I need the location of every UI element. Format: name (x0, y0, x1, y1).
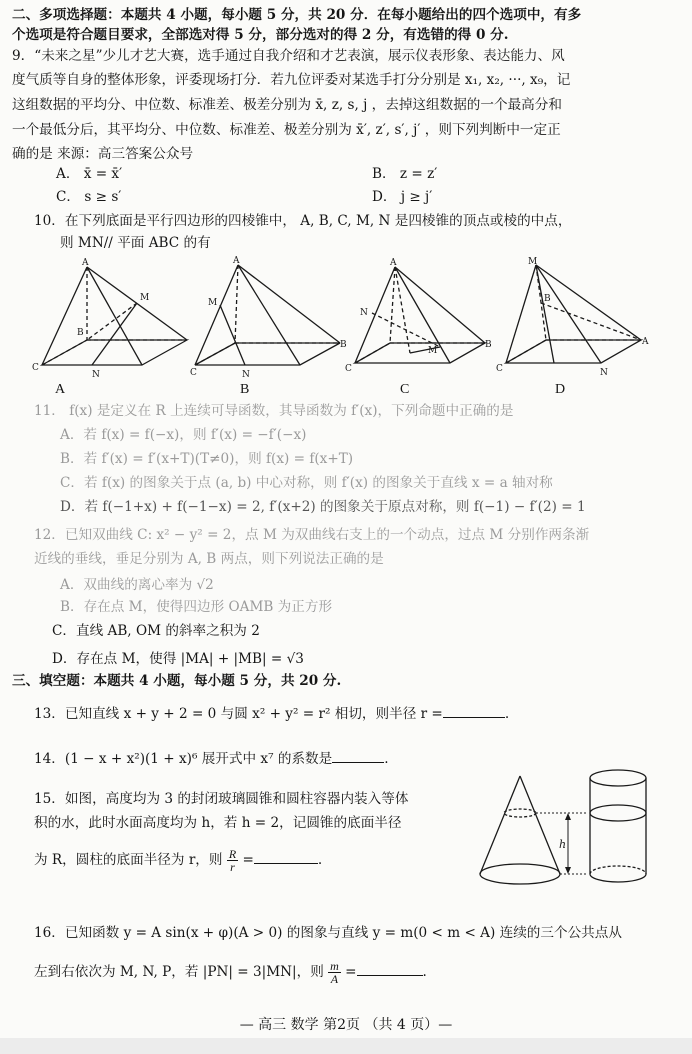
pyramid-figure-a (32, 255, 192, 380)
q15-fraction (227, 848, 238, 873)
q16-fraction (328, 960, 341, 985)
bottom-strip (0, 1038, 692, 1054)
q15-figure-h-label: h (559, 838, 567, 851)
q14-end: . (384, 751, 389, 767)
q9-line3: 这组数据的平均分、中位数、标准差、极差分别为 x̄, z, s, j ，去掉这组数据的一个最高分和 (12, 97, 562, 113)
q15-line3-post: = (242, 852, 254, 868)
q9-line5: 确的是 来源：高三答案公众号 (12, 146, 194, 162)
svg-text:B: B (544, 294, 551, 304)
svg-text:M: M (208, 298, 218, 308)
q15-line2: 积的水，此时水面高度均为 h，若 h = 2，记圆锥的底面半径 (34, 815, 402, 831)
q11-option-d: D．若 f(−1+x) + f(−1−x) = 2, f′(x+2) 的图象关于原点对称，则 f(−1) − f′(2) = 1 (60, 499, 586, 515)
page-footer: — 高三 数学 第2页 （共 4 页）— (239, 1017, 453, 1033)
q9-option-b: B． z = z′ (372, 166, 438, 182)
pyramid-caption-b: B (240, 382, 250, 397)
svg-text:A: A (233, 256, 240, 266)
section3-header: 三、填空题：本题共 4 小题，每小题 5 分，共 20 分. (12, 673, 342, 689)
svg-text:C: C (190, 368, 197, 378)
q15-end: . (317, 852, 323, 868)
svg-text:C: C (32, 363, 39, 373)
q13-end: . (504, 706, 510, 722)
svg-text:N: N (360, 308, 368, 318)
q10-line1: 10．在下列底面是平行四边形的四棱锥中， A, B, C, M, N 是四棱锥的顶点或棱的中点， (34, 213, 572, 229)
q13-question (34, 705, 509, 723)
svg-text:B: B (485, 340, 492, 350)
q15-answer-blank[interactable] (254, 863, 318, 864)
q12-option-b: B．存在点 M，使得四边形 OAMB 为正方形 (60, 599, 333, 615)
pyramid-figure-d (496, 255, 656, 380)
q9-line2: 度气质等自身的整体形象，评委现场打分．若九位评委对某选手打分分别是 x₁, x₂, ···, x₉，记 (12, 72, 571, 88)
q14-answer-blank[interactable] (332, 762, 384, 763)
q12-option-a: A．双曲线的离心率为 √2 (60, 577, 214, 593)
svg-text:M: M (528, 257, 538, 267)
q15-line3-pre: 为 R，圆柱的底面半径为 r，则 (34, 852, 223, 868)
svg-text:M: M (428, 346, 438, 356)
svg-text:N: N (600, 368, 608, 378)
q13-answer-blank[interactable] (443, 717, 505, 718)
q15-frac-num: R (228, 847, 237, 861)
q15-frac-den: r (230, 860, 235, 874)
q9-option-c: C． s ≥ s′ (56, 189, 122, 205)
pyramid-caption-c: C (400, 382, 410, 397)
q11-line1: 11． f(x) 是定义在 R 上连续可导函数，其导函数为 f′(x)，下列命题中正确的是 (34, 403, 514, 419)
q16-end: . (422, 964, 427, 980)
svg-text:C: C (496, 364, 503, 374)
q13-text: 13．已知直线 x + y + 2 = 0 与圆 x² + y² = r² 相切，则半径 r = (34, 706, 443, 722)
section2-header-line2: 个选项是符合题目要求，全部选对得 5 分，部分选对的得 2 分，有选错的得 0 分. (12, 27, 509, 43)
q11-option-b: B．若 f′(x) = f′(x+T)(T≠0)，则 f(x) = f(x+T) (60, 451, 354, 467)
q16-answer-blank[interactable] (357, 975, 423, 976)
q9-option-d: D． j ≥ j′ (372, 189, 433, 205)
svg-text:M: M (140, 293, 150, 303)
q12-line2: 近线的垂线，垂足分别为 A, B 两点，则下列说法正确的是 (34, 551, 384, 567)
q12-option-c: C．直线 AB, OM 的斜率之积为 2 (52, 623, 260, 639)
q9-option-a: A． x̄ = x̄′ (56, 166, 123, 182)
q15-line3 (34, 848, 322, 873)
svg-text:A: A (390, 258, 397, 268)
q11-option-c: C．若 f(x) 的图象关于点 (a, b) 中心对称，则 f′(x) 的图象关于直线 x = a 轴对称 (60, 475, 553, 491)
svg-text:N: N (242, 370, 250, 380)
q16-frac-num: m (330, 959, 339, 973)
q16-line2 (34, 960, 427, 985)
q14-text: 14．(1 − x + x²)(1 + x)⁶ 展开式中 x⁷ 的系数是 (34, 751, 333, 767)
svg-text:B: B (340, 340, 347, 350)
q16-line1: 16．已知函数 y = A sin(x + φ)(A > 0) 的图象与直线 y = m(0 < m < A) 连续的三个公共点从 (34, 925, 622, 941)
svg-text:A: A (642, 337, 649, 347)
section2-header-line1: 二、多项选择题：本题共 4 小题，每小题 5 分，共 20 分．在每小题给出的四个选项中，有多 (12, 7, 582, 23)
q16-frac-den: A (330, 972, 339, 986)
q12-line1: 12．已知双曲线 C: x² − y² = 2，点 M 为双曲线右支上的一个动点，过点 M 分别作两条渐 (34, 527, 590, 543)
pyramid-caption-d: D (555, 382, 566, 397)
pyramid-figure-c (340, 255, 500, 380)
q10-line2: 则 MN// 平面 ABC 的有 (60, 235, 211, 251)
svg-text:A: A (82, 258, 89, 268)
q9-line4: 一个最低分后，其平均分、中位数、标准差、极差分别为 x̄′, z′, s′, j′ ，则下列判断中一定正 (12, 122, 561, 138)
svg-text:C: C (345, 364, 352, 374)
pyramid-caption-a: A (55, 382, 66, 397)
q16-line2-pre: 左到右依次为 M, N, P，若 |PN| = 3|MN|，则 (34, 964, 324, 980)
q14-question (34, 750, 389, 768)
cone-cylinder-figure (470, 766, 660, 896)
q12-option-d: D．存在点 M，使得 |MA| + |MB| = √3 (52, 651, 304, 667)
svg-text:B: B (77, 328, 84, 338)
q9-line1: 9．“未来之星”少儿才艺大赛，选手通过自我介绍和才艺表演，展示仪表形象、表达能力、风 (12, 48, 565, 64)
q15-line1: 15．如图，高度均为 3 的封闭玻璃圆锥和圆柱容器内装入等体 (34, 791, 409, 807)
svg-text:N: N (92, 370, 100, 380)
q11-option-a: A．若 f(x) = f(−x)，则 f′(x) = −f′(−x) (60, 427, 307, 443)
pyramid-figure-b (190, 255, 350, 380)
q16-line2-post: = (345, 964, 357, 980)
